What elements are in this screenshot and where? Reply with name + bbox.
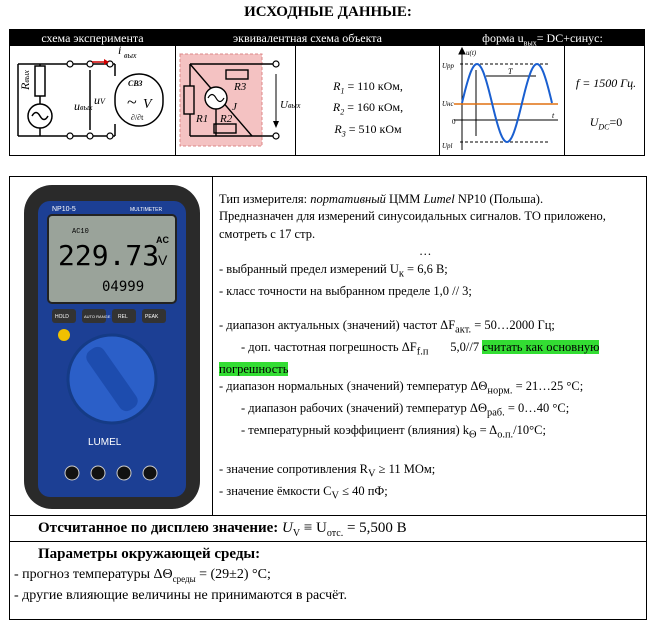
environment-params (9, 542, 647, 620)
desc-line: - диапазон актуальных (значений) частот $\Delta F_{акт.}$ = 50…2000 Гц; (219, 317, 555, 336)
svg-text:uV: uV (94, 93, 105, 107)
waveform-cell (440, 46, 565, 155)
environment-title: Параметры окружающей среды: (38, 546, 261, 562)
svg-text:Uнс: Uнс (442, 100, 454, 108)
meter-description (219, 191, 643, 505)
svg-text:J: J (232, 101, 237, 113)
resistor-value: $R_3 = 510$ кОм (334, 121, 402, 139)
meter-description-box (9, 176, 647, 516)
experiment-scheme (10, 43, 175, 155)
environment-line: - прогноз температуры $\Delta\Theta_{среды} = (29\pm 2)$ °C; (14, 567, 271, 584)
svg-text:Uвых: Uвых (280, 99, 301, 111)
svg-text:HOLD: HOLD (55, 314, 69, 320)
desc-line: Предназначен для измерений синусоидальных сигналов. ТО приложено, (219, 209, 606, 224)
svg-text:PEAK: PEAK (145, 314, 159, 320)
desc-line: - значение ёмкости $C_V \le 40$ пФ; (219, 483, 388, 502)
svg-text:~: ~ (127, 92, 137, 112)
svg-text:MULTIMETER: MULTIMETER (130, 207, 163, 213)
resistor-value: $R_2 = 160$ кОм, (332, 100, 404, 117)
svg-text:R2: R2 (220, 113, 233, 125)
desc-line: - температурный коэффициент (влияния) $k_\Theta = \Delta_{о.п.}/10^\circ C$; (241, 422, 546, 441)
svg-text:i: i (118, 43, 122, 57)
experiment-circuit-diagram (10, 43, 175, 156)
svg-text:СВЗ: СВЗ (128, 79, 143, 88)
desc-line: Тип измерителя: портативный ЦММ Lumel NP10 (Польша). (219, 192, 544, 206)
svg-text:AC10: AC10 (72, 228, 89, 236)
source-data-table (9, 29, 645, 156)
environment-line: - другие влияющие величины не принимаются в расчёт. (14, 587, 347, 603)
equivalent-circuit-diagram (176, 46, 301, 156)
svg-text:uвых: uвых (74, 99, 93, 113)
svg-text:Uрр: Uрр (442, 62, 455, 70)
desc-line: - диапазон рабочих (значений) температур $\Delta\Theta_{раб.}$ = 0…40 °C; (241, 401, 570, 419)
svg-text:REL: REL (118, 314, 128, 320)
svg-text:u(t): u(t) (466, 49, 477, 57)
svg-text:R3: R3 (234, 81, 247, 93)
svg-text:t: t (552, 111, 555, 120)
svg-text:229.73: 229.73 (58, 239, 160, 272)
desc-line: - значение сопротивления $R_V \ge 11$ МОм; (219, 461, 436, 480)
desc-line: - класс точности на выбранном пределе 1,0 // 3; (219, 283, 472, 298)
svg-text:LUMEL: LUMEL (88, 437, 122, 448)
desc-line: - доп. частотная погрешность $\Delta F_{f.п}$ 5,0//7 считать как основную (241, 339, 600, 358)
svg-text:вых: вых (124, 51, 137, 60)
desc-line: … (419, 244, 432, 259)
svg-text:04999: 04999 (102, 279, 145, 295)
svg-text:∂/∂t: ∂/∂t (131, 113, 144, 122)
svg-text:R1: R1 (196, 113, 209, 125)
svg-text:V: V (158, 252, 168, 268)
desc-line: - диапазон нормальных (значений) температур $\Delta\Theta_{норм.}$ = 21…25 °C; (219, 379, 584, 397)
resistor-value: $R_1 = 110$ кОм, (333, 79, 403, 96)
desc-line: погрешность (219, 361, 289, 376)
header-form: форма $u_{вых}=$ DC+синус: (440, 30, 645, 46)
multimeter-image (22, 181, 202, 513)
desc-line: смотреть с 17 стр. (219, 226, 316, 241)
page-title: ИСХОДНЫЕ ДАННЫЕ: (244, 4, 412, 20)
svg-text:V: V (143, 97, 152, 112)
svg-text:NP10-5: NP10-5 (52, 206, 76, 213)
svg-text:Upl: Upl (442, 142, 453, 150)
header-scheme: схема эксперимента (10, 30, 175, 46)
svg-text:AUTO RANGE: AUTO RANGE (84, 314, 111, 319)
svg-text:T: T (508, 67, 513, 76)
svg-text:Rвых: Rвых (18, 70, 32, 90)
header-equiv: эквивалентная схема объекта (176, 30, 439, 46)
svg-text:0: 0 (452, 118, 456, 126)
equivalent-scheme (176, 46, 301, 155)
waveform-plot (440, 46, 564, 156)
resistor-values (297, 46, 439, 155)
svg-text:AC: AC (156, 235, 169, 245)
frequency-cell: f = 1500 Гц. $U_{DC}=0$ (575, 76, 637, 132)
reading-row: Отсчитанное по дисплею значение: $U_V \equiv U_{отс.} = 5,500$ В (9, 516, 647, 542)
desc-line: - выбранный предел измерений $U_к = 6,6$ В; (219, 261, 448, 280)
